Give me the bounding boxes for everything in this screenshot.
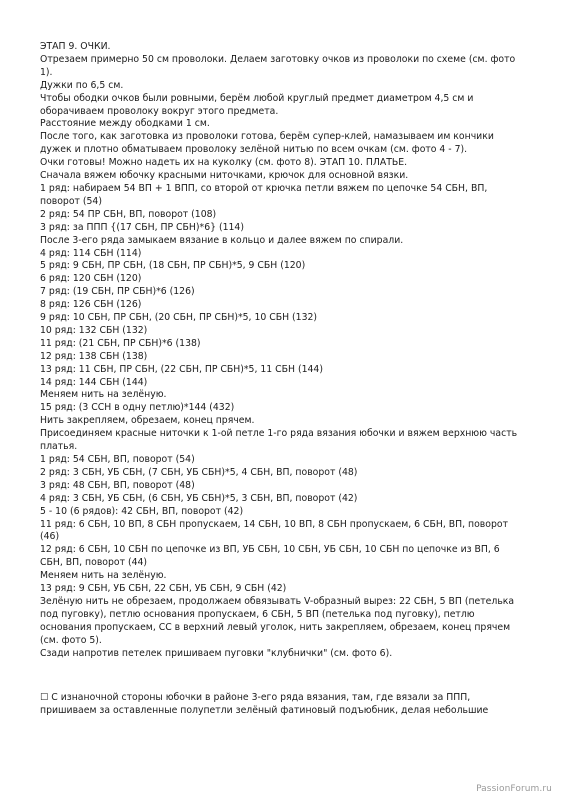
- text-line: Отрезаем примерно 50 см проволоки. Делаем заготовку очков из проволоки по схеме (см. фото: [40, 53, 516, 65]
- blank-line: [40, 670, 530, 683]
- text-line: Зелёную нить не обрезаем, продолжаем обвязывать V-образный вырез: 22 СБН, 5 ВП (петелька: [40, 595, 515, 607]
- text-line: оборачиваем проволоку вокруг этого предмета.: [40, 105, 279, 117]
- text-line: Сначала вяжем юбочку красными ниточками, крючок для основной вязки.: [40, 170, 409, 182]
- text-line: 5 ряд: 9 СБН, ПР СБН, (18 СБН, ПР СБН)*5, 9 СБН (120): [40, 260, 306, 272]
- text-line: 13 ряд: 9 СБН, УБ СБН, 22 СБН, УБ СБН, 9 СБН (42): [40, 583, 287, 595]
- text-line: 10 ряд: 132 СБН (132): [40, 324, 148, 336]
- text-line: (см. фото 5).: [40, 634, 102, 646]
- text-line: Нить закрепляем, обрезаем, конец прячем.: [40, 415, 255, 427]
- text-line: 2 ряд: 54 ПР СБН, ВП, поворот (108): [40, 208, 217, 220]
- text-line: Меняем нить на зелёную.: [40, 570, 167, 582]
- text-line: ☐ С изнаночной стороны юбочки в районе 3-его ряда вязания, там, где вязали за ППП,: [40, 691, 471, 703]
- text-line: 4 ряд: 114 СБН (114): [40, 247, 142, 259]
- text-line: пришиваем за оставленные полупетли зелёный фатиновый подъюбник, делая небольшие: [40, 704, 489, 716]
- text-line: Чтобы ободки очков были ровными, берём любой круглый предмет диаметром 4,5 см и: [40, 92, 474, 104]
- text-line: 8 ряд: 126 СБН (126): [40, 299, 142, 311]
- text-line: 11 ряд: 6 СБН, 10 ВП, 8 СБН пропускаем, 14 СБН, 10 ВП, 8 СБН пропускаем, 6 СБН, ВП, поворот: [40, 518, 508, 530]
- text-line: Сзади напротив петелек пришиваем пуговки "клубнички" (см. фото 6).: [40, 647, 393, 659]
- text-line: 9 ряд: 10 СБН, ПР СБН, (20 СБН, ПР СБН)*5, 10 СБН (132): [40, 312, 318, 324]
- text-line: Расстояние между ободками 1 см.: [40, 118, 210, 130]
- text-line: ЭТАП 9. ОЧКИ.: [40, 41, 111, 52]
- text-line: платья.: [40, 441, 78, 453]
- text-line: 15 ряд: (3 ССН в одну петлю)*144 (432): [40, 402, 235, 414]
- text-line: Очки готовы! Можно надеть их на куколку (см. фото 8). ЭТАП 10. ПЛАТЬЕ.: [40, 157, 408, 169]
- text-line: 5 - 10 (6 рядов): 42 СБН, ВП, поворот (42): [40, 505, 244, 517]
- text-line: Присоединяем красные ниточки к 1-ой петле 1-го ряда вязания юбочки и вяжем верхнюю часть: [40, 428, 518, 440]
- text-line: (46): [40, 531, 60, 543]
- text-line: 3 ряд: за ППП {(17 СБН, ПР СБН)*6} (114): [40, 221, 244, 233]
- text-line: 1).: [40, 66, 53, 78]
- text-line: 6 ряд: 120 СБН (120): [40, 273, 142, 285]
- text-line: 13 ряд: 11 СБН, ПР СБН, (22 СБН, ПР СБН)*5, 11 СБН (144): [40, 363, 323, 375]
- text-line: 14 ряд: 144 СБН (144): [40, 376, 148, 388]
- text-line: 4 ряд: 3 СБН, УБ СБН, (6 СБН, УБ СБН)*5, 3 СБН, ВП, поворот (42): [40, 492, 358, 504]
- text-line: После 3-его ряда замыкаем вязание в кольцо и далее вяжем по спирали.: [40, 234, 404, 246]
- text-line: 12 ряд: 6 СБН, 10 СБН по цепочке из ВП, УБ СБН, 10 СБН, УБ СБН, 10 СБН по цепочке из ВП, 6: [40, 544, 500, 556]
- text-line: СБН, ВП, поворот (44): [40, 557, 148, 569]
- text-line: Меняем нить на зелёную.: [40, 389, 167, 401]
- document-body: [40, 41, 530, 718]
- text-line: После того, как заготовка из проволоки готова, берём супер-клей, намазываем им кончики: [40, 131, 494, 143]
- text-line: 12 ряд: 138 СБН (138): [40, 350, 148, 362]
- text-line: под пуговку), петлю основания пропускаем, 6 СБН, 5 ВП (петелька под пуговку), петлю: [40, 608, 475, 620]
- text-line: 11 ряд: (21 СБН, ПР СБН)*6 (138): [40, 337, 201, 349]
- text-line: 1 ряд: 54 СБН, ВП, поворот (54): [40, 454, 195, 465]
- text-line: основания пропускаем, СС в верхний левый уголок, нить закрепляем, обрезаем, конец прячем: [40, 621, 511, 633]
- watermark: PassionForum.ru: [476, 784, 552, 794]
- text-line: 2 ряд: 3 СБН, УБ СБН, (7 СБН, УБ СБН)*5, 4 СБН, ВП, поворот (48): [40, 466, 358, 478]
- text-line: дужек и плотно обматываем проволоку зелёной нитью по всем очкам (см. фото 4 - 7).: [40, 144, 468, 156]
- text-line: 3 ряд: 48 СБН, ВП, поворот (48): [40, 479, 195, 491]
- text-line: Дужки по 6,5 см.: [40, 79, 124, 91]
- text-line: поворот (54): [40, 195, 102, 207]
- text-line: 1 ряд: набираем 54 ВП + 1 ВПП, со второй от крючка петли вяжем по цепочке 54 СБН, ВП,: [40, 182, 488, 194]
- text-line: 7 ряд: (19 СБН, ПР СБН)*6 (126): [40, 286, 195, 298]
